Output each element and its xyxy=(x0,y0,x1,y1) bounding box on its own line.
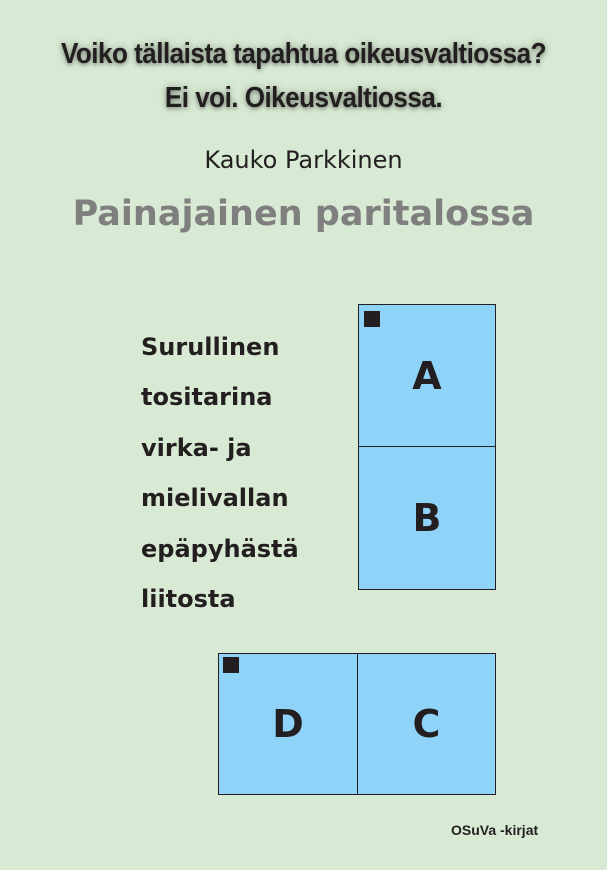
unit-c-box xyxy=(357,653,496,795)
tagline-line: tositarina xyxy=(141,383,273,412)
headline-line-1: Voiko tällaista tapahtua oikeusvaltiossa? xyxy=(60,38,547,70)
unit-a-label: A xyxy=(412,353,442,398)
publisher-name: OSuVa -kirjat xyxy=(451,822,539,838)
tagline-line: liitosta xyxy=(141,585,236,614)
tagline xyxy=(141,322,299,624)
tagline-line: virka- ja xyxy=(141,433,252,462)
tagline-line: epäpyhästä xyxy=(141,534,299,563)
tagline-line: Surullinen xyxy=(141,333,280,361)
unit-d-label: D xyxy=(272,702,304,746)
tagline-line: mielivallan xyxy=(141,484,289,513)
unit-b-box xyxy=(358,446,496,590)
unit-d-box xyxy=(218,653,358,795)
headline-line-2: Ei voi. Oikeusvaltiossa. xyxy=(164,82,443,114)
author-name: Kauko Parkkinen xyxy=(204,146,403,174)
corner-marker-d xyxy=(223,657,239,673)
unit-b-label: B xyxy=(412,496,442,540)
corner-marker-a xyxy=(364,311,380,327)
book-title: Painajainen paritalossa xyxy=(72,194,535,234)
unit-c-label: C xyxy=(412,702,441,746)
